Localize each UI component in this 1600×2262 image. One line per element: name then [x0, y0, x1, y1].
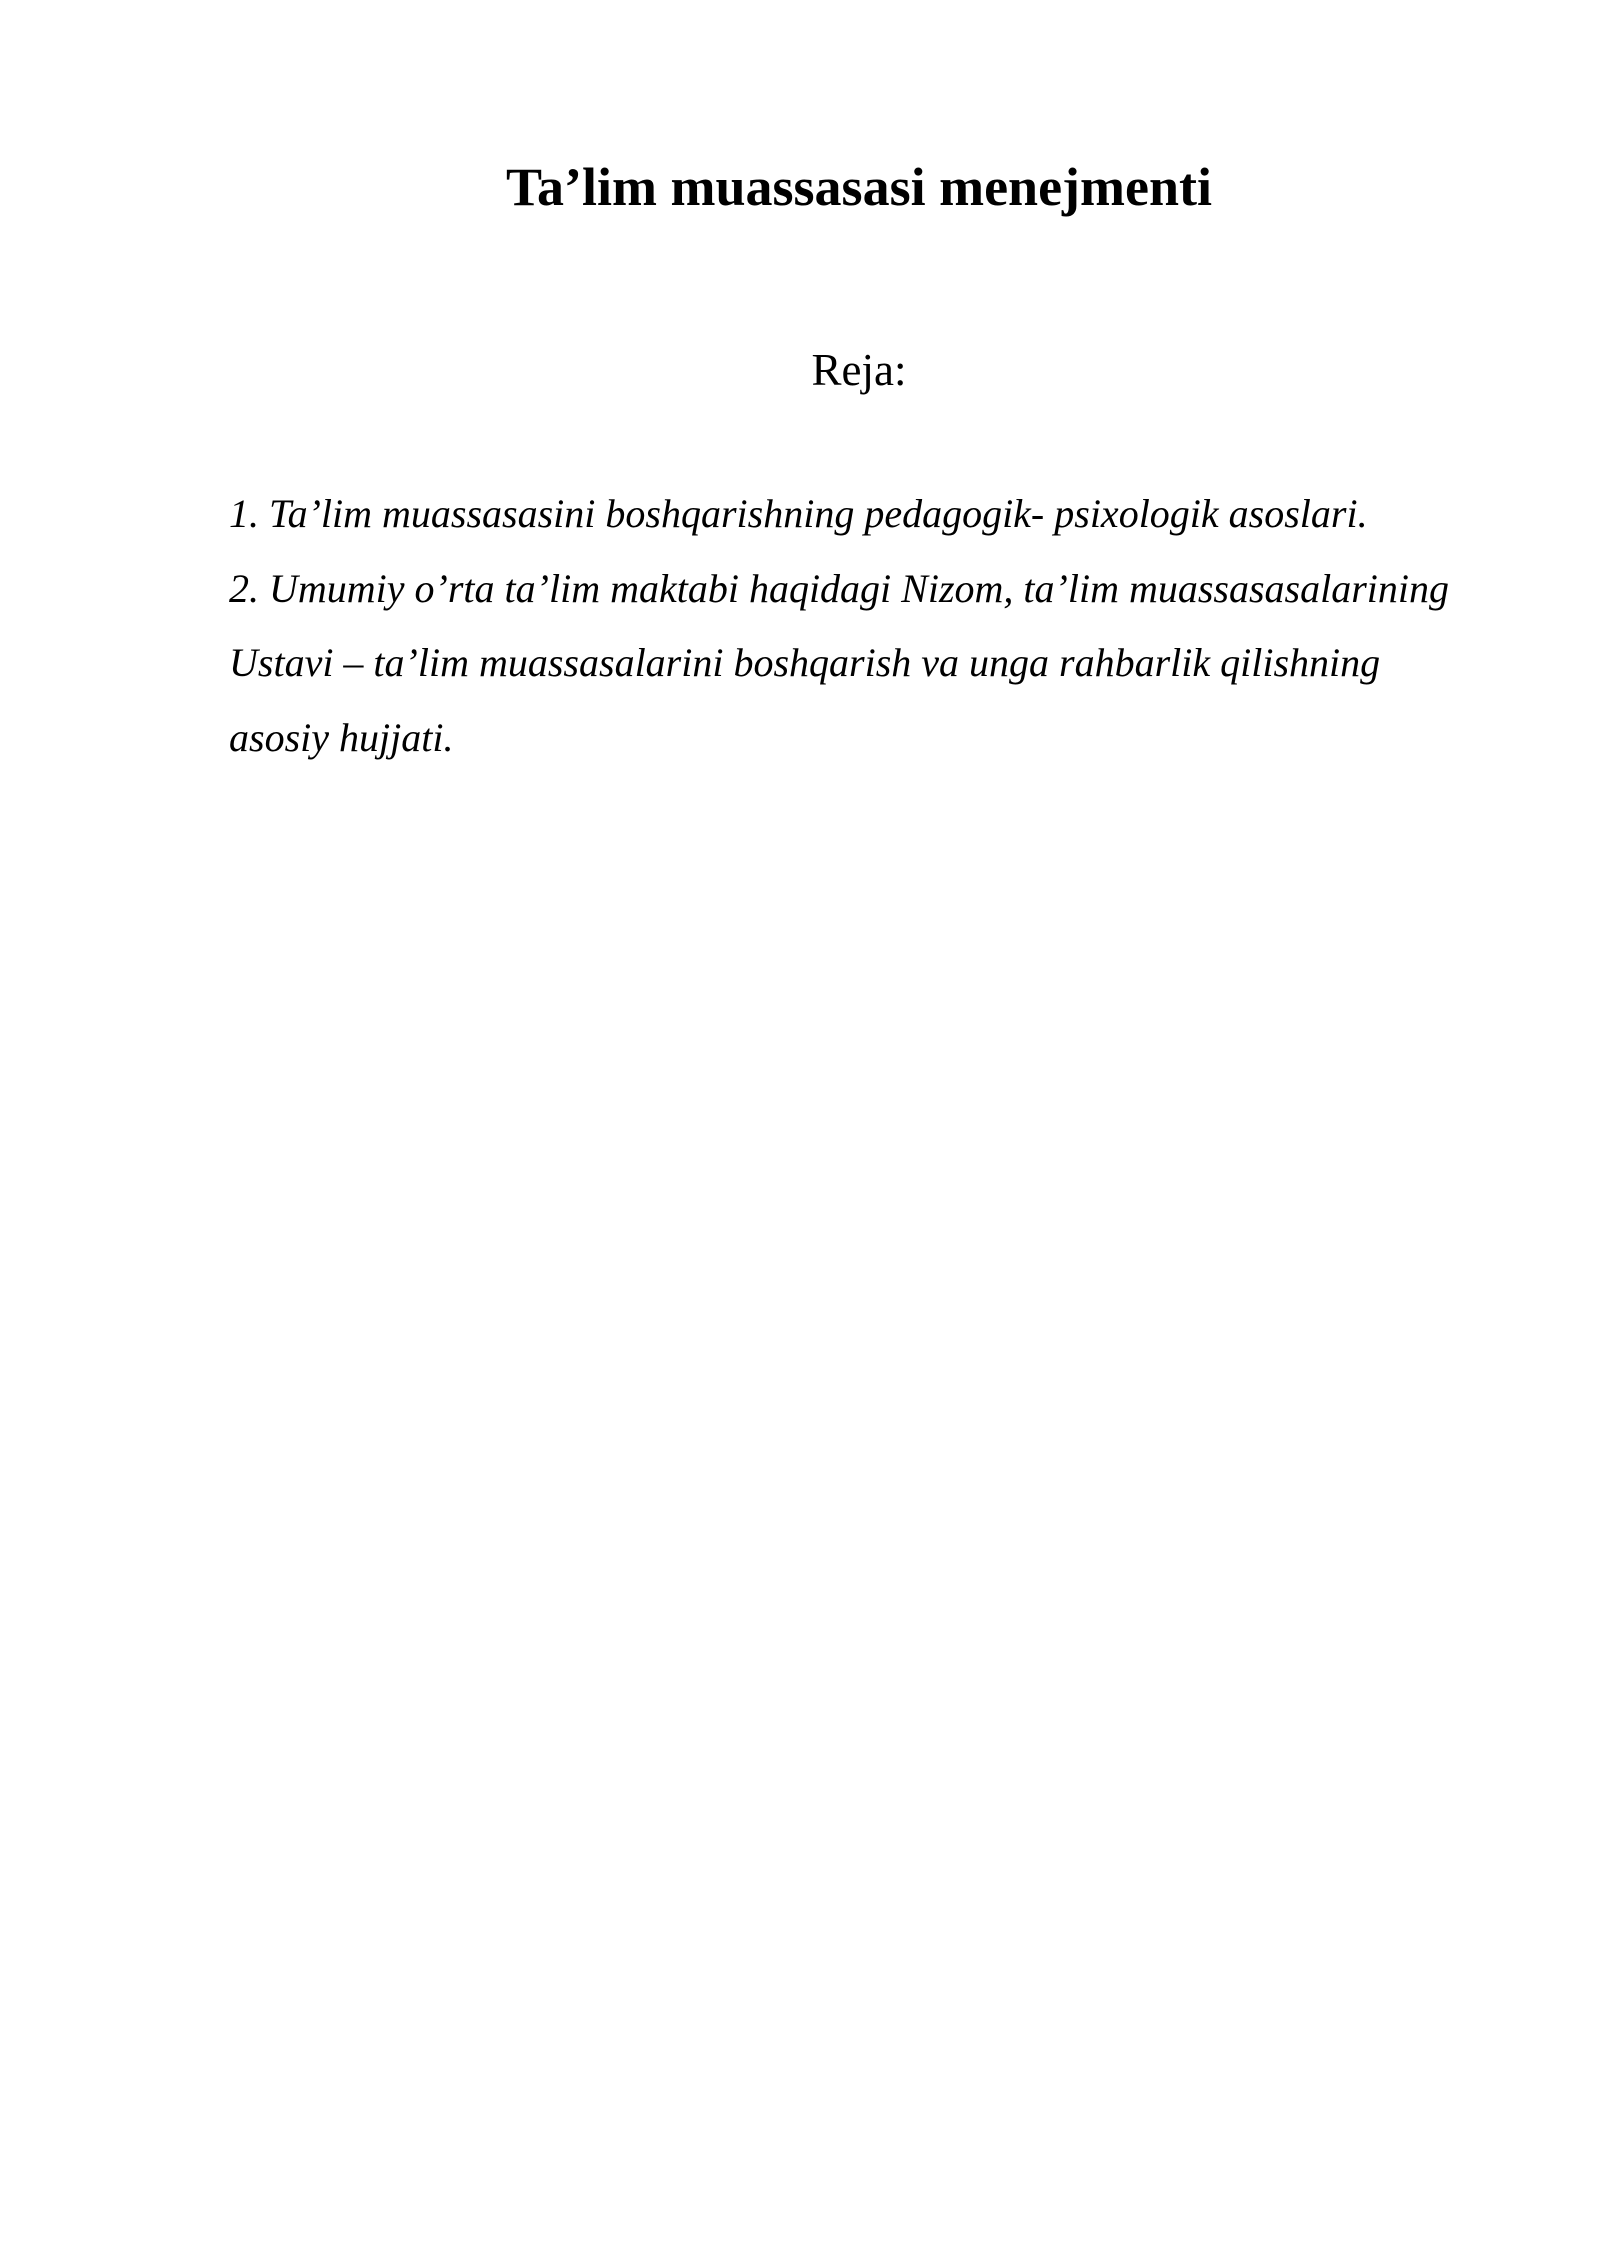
document-title: Ta’lim muassasasi menejmenti	[505, 157, 1212, 217]
plan-heading: Reja:	[811, 345, 907, 395]
plan-item: 2. Umumiy o’rta ta’lim maktabi haqidagi Nizom, ta’lim muassasasalarining Ustavi – ta’lim muassasalarini boshqarish va unga rahbarlik qilishning asosiy hujjati.	[229, 565, 1450, 760]
plan-item: 1. Ta’lim muassasasini boshqarishning pedagogik- psixologik asoslari.	[229, 491, 1368, 536]
plan-list	[229, 477, 1479, 775]
